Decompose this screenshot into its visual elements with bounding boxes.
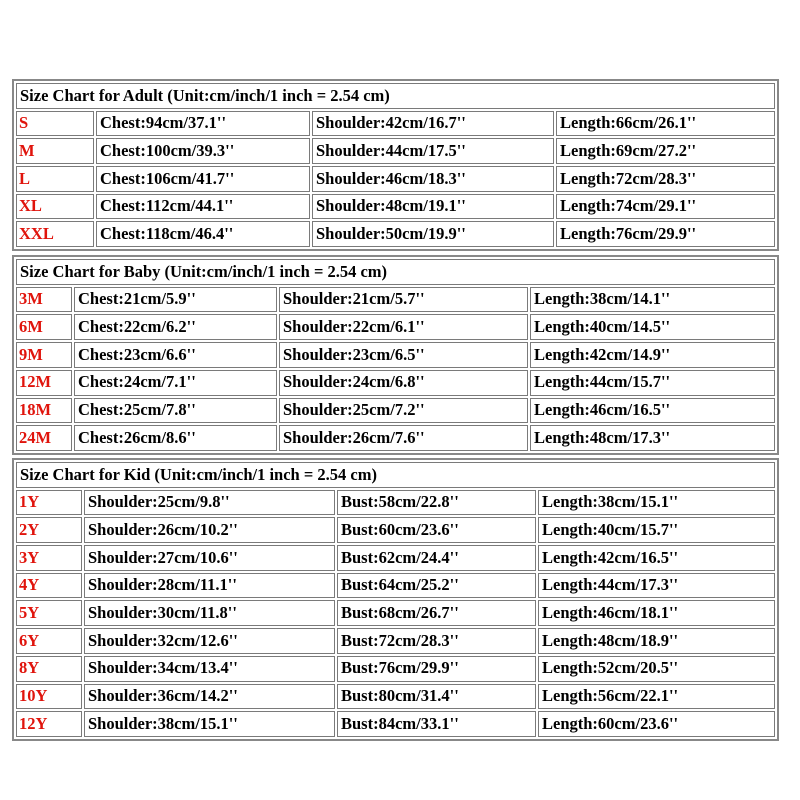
chest-cell: Chest:112cm/44.1'' [96,194,310,220]
shoulder-cell: Shoulder:25cm/9.8'' [84,490,335,516]
length-cell: Length:44cm/15.7'' [530,370,775,396]
size-label: M [16,138,94,164]
shoulder-cell: Shoulder:34cm/13.4'' [84,656,335,682]
size-label: 12M [16,370,72,396]
shoulder-cell: Shoulder:21cm/5.7'' [279,287,528,313]
length-cell: Length:60cm/23.6'' [538,711,775,737]
shoulder-cell: Shoulder:38cm/15.1'' [84,711,335,737]
length-cell: Length:46cm/18.1'' [538,600,775,626]
size-label: 12Y [16,711,82,737]
bust-cell: Bust:62cm/24.4'' [337,545,536,571]
chest-cell: Chest:106cm/41.7'' [96,166,310,192]
kid-row [16,628,775,654]
baby-row [16,314,775,340]
bust-cell: Bust:64cm/25.2'' [337,573,536,599]
size-label: 4Y [16,573,82,599]
chest-cell: Chest:25cm/7.8'' [74,398,277,424]
shoulder-cell: Shoulder:22cm/6.1'' [279,314,528,340]
size-label: 1Y [16,490,82,516]
bust-cell: Bust:84cm/33.1'' [337,711,536,737]
size-label: 6M [16,314,72,340]
adult-row [16,194,775,220]
adult-row [16,166,775,192]
size-label: 6Y [16,628,82,654]
chest-cell: Chest:118cm/46.4'' [96,221,310,247]
baby-row [16,425,775,451]
length-cell: Length:40cm/15.7'' [538,517,775,543]
bust-cell: Bust:76cm/29.9'' [337,656,536,682]
kid-row [16,517,775,543]
size-label: 24M [16,425,72,451]
shoulder-cell: Shoulder:26cm/7.6'' [279,425,528,451]
size-label: 3Y [16,545,82,571]
baby-row [16,370,775,396]
baby-row [16,398,775,424]
baby-title-row [16,259,775,285]
bust-cell: Bust:60cm/23.6'' [337,517,536,543]
shoulder-cell: Shoulder:32cm/12.6'' [84,628,335,654]
size-label: S [16,111,94,137]
size-label: XL [16,194,94,220]
kid-row [16,490,775,516]
kid-row [16,684,775,710]
shoulder-cell: Shoulder:24cm/6.8'' [279,370,528,396]
adult-size-chart [12,79,779,251]
length-cell: Length:69cm/27.2'' [556,138,775,164]
kid-title-row [16,462,775,488]
shoulder-cell: Shoulder:36cm/14.2'' [84,684,335,710]
chest-cell: Chest:24cm/7.1'' [74,370,277,396]
kid-row [16,573,775,599]
length-cell: Length:74cm/29.1'' [556,194,775,220]
shoulder-cell: Shoulder:44cm/17.5'' [312,138,554,164]
kid-chart-title: Size Chart for Kid (Unit:cm/inch/1 inch = 2.54 cm) [16,462,775,488]
size-label: 3M [16,287,72,313]
kid-size-table [14,460,777,739]
shoulder-cell: Shoulder:42cm/16.7'' [312,111,554,137]
length-cell: Length:72cm/28.3'' [556,166,775,192]
size-label: 10Y [16,684,82,710]
adult-title-row [16,83,775,109]
length-cell: Length:42cm/16.5'' [538,545,775,571]
adult-chart-title: Size Chart for Adult (Unit:cm/inch/1 inch = 2.54 cm) [16,83,775,109]
shoulder-cell: Shoulder:25cm/7.2'' [279,398,528,424]
size-label: 5Y [16,600,82,626]
kid-row [16,711,775,737]
length-cell: Length:48cm/17.3'' [530,425,775,451]
shoulder-cell: Shoulder:50cm/19.9'' [312,221,554,247]
length-cell: Length:46cm/16.5'' [530,398,775,424]
length-cell: Length:76cm/29.9'' [556,221,775,247]
shoulder-cell: Shoulder:28cm/11.1'' [84,573,335,599]
size-label: 2Y [16,517,82,543]
shoulder-cell: Shoulder:23cm/6.5'' [279,342,528,368]
shoulder-cell: Shoulder:46cm/18.3'' [312,166,554,192]
size-label: 9M [16,342,72,368]
baby-size-chart [12,255,779,455]
kid-row [16,656,775,682]
bust-cell: Bust:58cm/22.8'' [337,490,536,516]
chest-cell: Chest:21cm/5.9'' [74,287,277,313]
length-cell: Length:44cm/17.3'' [538,573,775,599]
bust-cell: Bust:72cm/28.3'' [337,628,536,654]
adult-row [16,221,775,247]
shoulder-cell: Shoulder:30cm/11.8'' [84,600,335,626]
size-label: 8Y [16,656,82,682]
baby-row [16,287,775,313]
chest-cell: Chest:23cm/6.6'' [74,342,277,368]
chest-cell: Chest:94cm/37.1'' [96,111,310,137]
size-label: XXL [16,221,94,247]
bust-cell: Bust:80cm/31.4'' [337,684,536,710]
size-label: 18M [16,398,72,424]
length-cell: Length:56cm/22.1'' [538,684,775,710]
shoulder-cell: Shoulder:48cm/19.1'' [312,194,554,220]
length-cell: Length:42cm/14.9'' [530,342,775,368]
kid-row [16,545,775,571]
length-cell: Length:52cm/20.5'' [538,656,775,682]
length-cell: Length:38cm/15.1'' [538,490,775,516]
chest-cell: Chest:22cm/6.2'' [74,314,277,340]
bust-cell: Bust:68cm/26.7'' [337,600,536,626]
baby-row [16,342,775,368]
length-cell: Length:40cm/14.5'' [530,314,775,340]
shoulder-cell: Shoulder:26cm/10.2'' [84,517,335,543]
size-label: L [16,166,94,192]
length-cell: Length:66cm/26.1'' [556,111,775,137]
adult-size-table [14,81,777,249]
chest-cell: Chest:26cm/8.6'' [74,425,277,451]
baby-chart-title: Size Chart for Baby (Unit:cm/inch/1 inch = 2.54 cm) [16,259,775,285]
shoulder-cell: Shoulder:27cm/10.6'' [84,545,335,571]
adult-row [16,138,775,164]
kid-row [16,600,775,626]
kid-size-chart [12,458,779,741]
length-cell: Length:38cm/14.1'' [530,287,775,313]
chest-cell: Chest:100cm/39.3'' [96,138,310,164]
baby-size-table [14,257,777,453]
adult-row [16,111,775,137]
length-cell: Length:48cm/18.9'' [538,628,775,654]
